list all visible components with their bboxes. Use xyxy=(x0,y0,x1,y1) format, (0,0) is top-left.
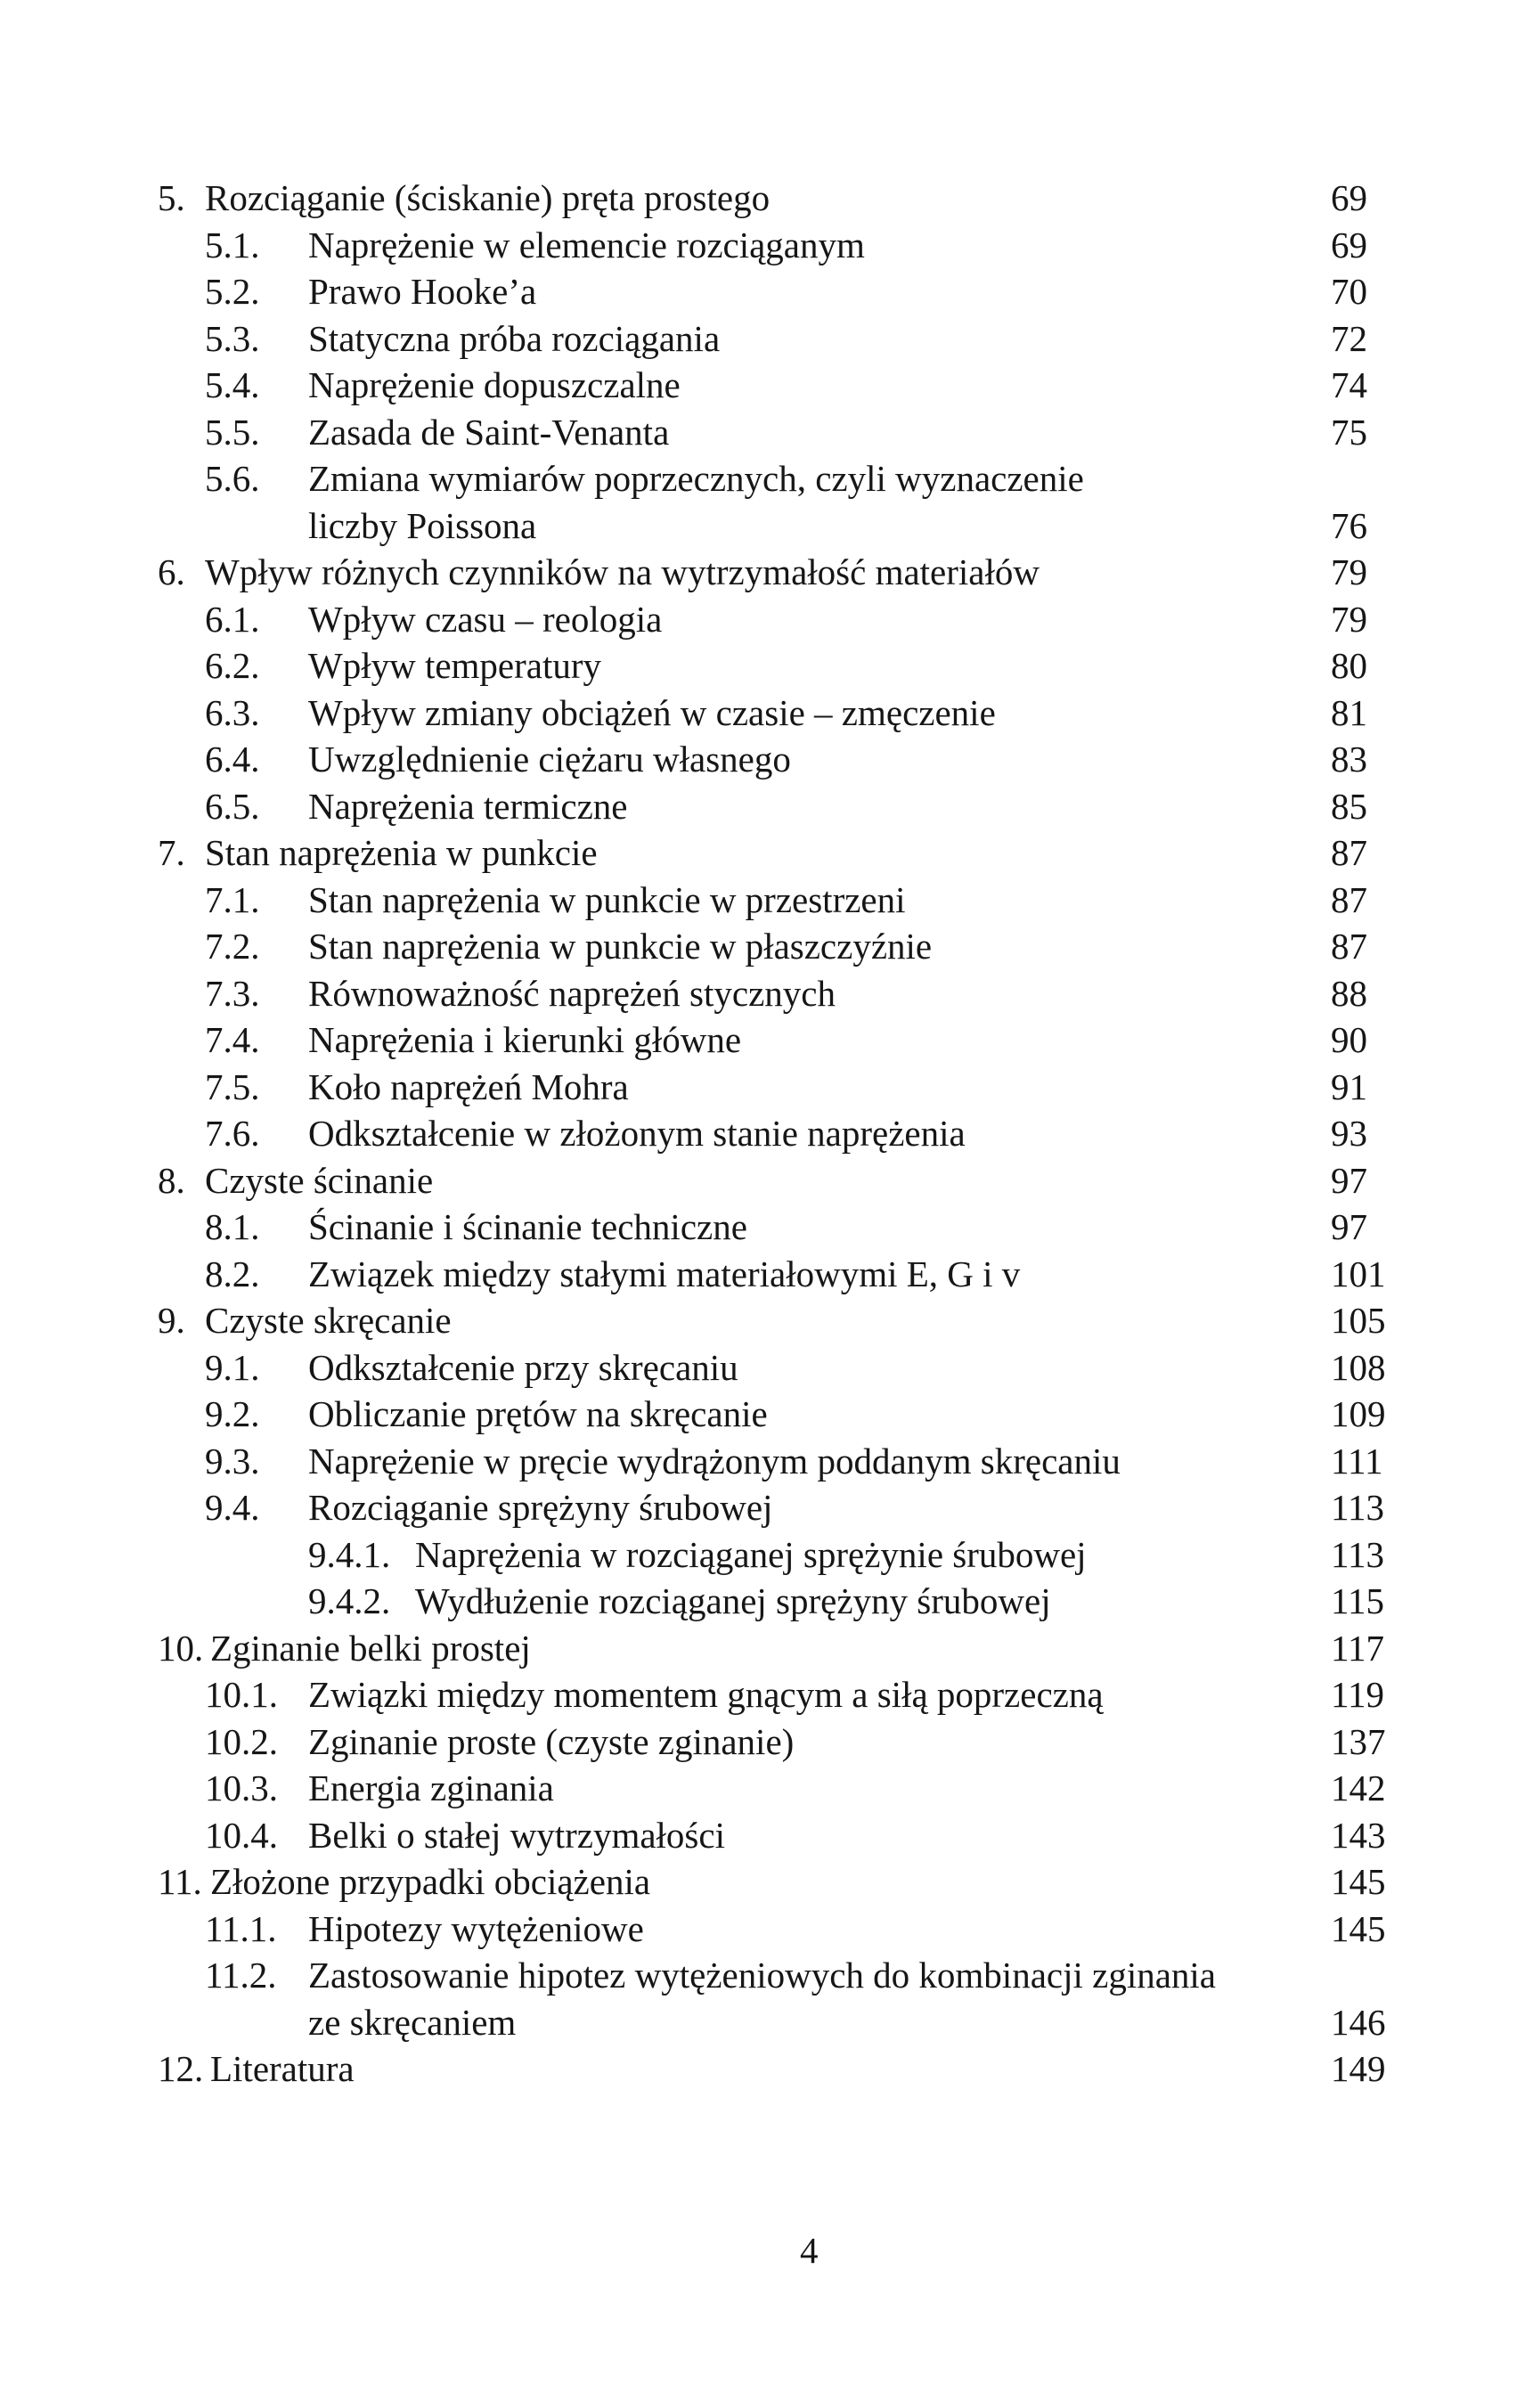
toc-entry-number: 7.6. xyxy=(205,1113,260,1154)
toc-entry-number: 5.2. xyxy=(205,271,260,312)
toc-section xyxy=(0,690,1533,737)
toc-chapter xyxy=(0,1157,1533,1204)
toc-section xyxy=(0,222,1533,269)
toc-entry-number: 6.5. xyxy=(205,785,260,827)
toc-entry-title: Odkształcenie w złożonym stanie naprężenia xyxy=(308,1113,966,1154)
toc-entry-number: 10.2. xyxy=(205,1720,278,1762)
toc-entry-title: Związki między momentem gnącym a siłą poprzeczną xyxy=(308,1674,1104,1715)
toc-entry-number: 6.2. xyxy=(205,645,260,686)
toc-entry-title: Rozciąganie (ściskanie) pręta prostego xyxy=(205,177,771,218)
toc-entry-page: 87 xyxy=(1331,878,1367,920)
toc-entry-number: 8.1. xyxy=(205,1206,260,1247)
toc-chapter xyxy=(0,549,1533,596)
toc-entry-title: Naprężenie dopuszczalne xyxy=(308,364,681,405)
toc-entry-title: Zmiana wymiarów poprzecznych, czyli wyznaczenie xyxy=(308,458,1084,499)
toc-entry-page: 137 xyxy=(1331,1720,1386,1762)
toc-chapter xyxy=(0,1858,1533,1906)
toc-entry-page: 69 xyxy=(1331,224,1367,265)
toc-entry-number: 7.2. xyxy=(205,926,260,967)
toc-entry-number: 5.6. xyxy=(205,458,260,499)
toc-entry-page: 146 xyxy=(1331,2001,1386,2043)
toc-entry-page: 119 xyxy=(1331,1674,1384,1715)
toc-entry-page: 149 xyxy=(1331,2048,1386,2089)
table-of-contents xyxy=(0,175,1533,2093)
toc-entry-number: 10.3. xyxy=(205,1767,278,1808)
toc-section xyxy=(0,1484,1533,1531)
toc-entry-title: Zginanie belki prostej xyxy=(210,1627,531,1669)
toc-entry-page: 76 xyxy=(1331,504,1367,546)
toc-section xyxy=(0,455,1533,502)
toc-entry-page: 143 xyxy=(1331,1814,1386,1856)
toc-entry-number: 5.5. xyxy=(205,411,260,453)
toc-entry-number: 6. xyxy=(158,551,185,592)
toc-entry-number: 9.1. xyxy=(205,1346,260,1388)
toc-entry-number: 7.5. xyxy=(205,1065,260,1107)
toc-entry-number: 6.1. xyxy=(205,598,260,640)
toc-section xyxy=(0,1671,1533,1718)
toc-chapter xyxy=(0,1625,1533,1672)
toc-entry-page: 80 xyxy=(1331,645,1367,686)
toc-entry-page: 105 xyxy=(1331,1300,1386,1341)
toc-section xyxy=(0,1344,1533,1392)
toc-entry-title: Złożone przypadki obciążenia xyxy=(210,1861,651,1902)
toc-entry-title: Stan naprężenia w punkcie w przestrzeni xyxy=(308,878,906,920)
toc-entry-title: ze skręcaniem xyxy=(308,2001,517,2043)
toc-section xyxy=(0,1391,1533,1438)
toc-chapter xyxy=(0,175,1533,222)
toc-entry-number: 11.2. xyxy=(205,1955,277,1996)
toc-entry-title: Wpływ czasu – reologia xyxy=(308,598,663,640)
toc-entry-number: 9.4.1. xyxy=(308,1533,391,1575)
toc-section xyxy=(0,1718,1533,1766)
toc-section xyxy=(0,1064,1533,1111)
toc-entry-page: 79 xyxy=(1331,598,1367,640)
toc-entry-page: 70 xyxy=(1331,271,1367,312)
toc-entry-number: 5. xyxy=(158,177,185,218)
toc-entry-number: 9. xyxy=(158,1300,185,1341)
toc-entry-number: 7. xyxy=(158,832,185,873)
toc-section xyxy=(0,1812,1533,1859)
toc-entry-continuation xyxy=(0,502,1533,550)
toc-entry-title: Równoważność naprężeń stycznych xyxy=(308,972,836,1014)
toc-entry-number: 9.4. xyxy=(205,1487,260,1528)
toc-entry-number: 6.3. xyxy=(205,691,260,733)
toc-entry-number: 9.2. xyxy=(205,1393,260,1434)
toc-section xyxy=(0,1016,1533,1064)
toc-section xyxy=(0,970,1533,1017)
toc-section xyxy=(0,1531,1533,1579)
toc-entry-title: Literatura xyxy=(210,2048,355,2089)
toc-chapter xyxy=(0,1297,1533,1344)
toc-entry-page: 81 xyxy=(1331,691,1367,733)
toc-entry-title: Odkształcenie przy skręcaniu xyxy=(308,1346,738,1388)
toc-entry-page: 115 xyxy=(1331,1580,1384,1621)
toc-entry-page: 88 xyxy=(1331,972,1367,1014)
toc-entry-title: Związek między stałymi materiałowymi E, G i v xyxy=(308,1253,1021,1294)
toc-section xyxy=(0,923,1533,970)
toc-section xyxy=(0,1251,1533,1298)
toc-section xyxy=(0,1578,1533,1625)
toc-section xyxy=(0,1204,1533,1251)
toc-entry-page: 74 xyxy=(1331,364,1367,405)
toc-section xyxy=(0,1765,1533,1812)
toc-entry-page: 108 xyxy=(1331,1346,1386,1388)
toc-entry-page: 145 xyxy=(1331,1861,1386,1902)
toc-entry-title: Stan naprężenia w punkcie w płaszczyźnie xyxy=(308,926,933,967)
toc-entry-page: 91 xyxy=(1331,1065,1367,1107)
toc-entry-number: 11.1. xyxy=(205,1907,277,1949)
toc-entry-page: 93 xyxy=(1331,1113,1367,1154)
toc-entry-title: liczby Poissona xyxy=(308,504,537,546)
toc-section xyxy=(0,315,1533,363)
toc-entry-page: 113 xyxy=(1331,1487,1384,1528)
toc-entry-title: Ścinanie i ścinanie techniczne xyxy=(308,1206,747,1247)
toc-entry-title: Statyczna próba rozciągania xyxy=(308,317,721,359)
toc-entry-title: Obliczanie prętów na skręcanie xyxy=(308,1393,768,1434)
toc-entry-number: 7.4. xyxy=(205,1019,260,1060)
toc-entry-title: Energia zginania xyxy=(308,1767,554,1808)
toc-entry-title: Koło naprężeń Mohra xyxy=(308,1065,629,1107)
toc-section xyxy=(0,362,1533,409)
toc-chapter xyxy=(0,2045,1533,2093)
toc-entry-number: 9.3. xyxy=(205,1440,260,1482)
toc-entry-title: Wydłużenie rozciąganej sprężyny śrubowej xyxy=(415,1580,1051,1621)
toc-entry-title: Naprężenia i kierunki główne xyxy=(308,1019,742,1060)
toc-entry-number: 9.4.2. xyxy=(308,1580,391,1621)
toc-entry-page: 117 xyxy=(1331,1627,1384,1669)
toc-entry-title: Zasada de Saint-Venanta xyxy=(308,411,670,453)
toc-entry-number: 5.1. xyxy=(205,224,260,265)
toc-entry-page: 145 xyxy=(1331,1907,1386,1949)
toc-entry-title: Zastosowanie hipotez wytężeniowych do kombinacji zginania xyxy=(308,1955,1216,1996)
toc-section xyxy=(0,1110,1533,1157)
toc-entry-title: Naprężenia termiczne xyxy=(308,785,628,827)
toc-entry-number: 6.4. xyxy=(205,739,260,780)
toc-entry-page: 113 xyxy=(1331,1533,1384,1575)
toc-entry-title: Czyste skręcanie xyxy=(205,1300,452,1341)
toc-entry-title: Naprężenie w pręcie wydrążonym poddanym skręcaniu xyxy=(308,1440,1121,1482)
toc-entry-title: Stan naprężenia w punkcie xyxy=(205,832,598,873)
toc-entry-number: 11. xyxy=(158,1861,202,1902)
toc-section xyxy=(0,783,1533,830)
toc-entry-number: 7.3. xyxy=(205,972,260,1014)
toc-entry-number: 12. xyxy=(158,2048,204,2089)
toc-entry-number: 10.1. xyxy=(205,1674,278,1715)
toc-entry-page: 83 xyxy=(1331,739,1367,780)
toc-entry-page: 79 xyxy=(1331,551,1367,592)
toc-entry-page: 109 xyxy=(1331,1393,1386,1434)
toc-section xyxy=(0,268,1533,315)
toc-entry-page: 97 xyxy=(1331,1206,1367,1247)
toc-entry-page: 72 xyxy=(1331,317,1367,359)
toc-entry-page: 75 xyxy=(1331,411,1367,453)
toc-entry-number: 10.4. xyxy=(205,1814,278,1856)
toc-entry-number: 8.2. xyxy=(205,1253,260,1294)
toc-entry-page: 142 xyxy=(1331,1767,1386,1808)
toc-entry-continuation xyxy=(0,1999,1533,2046)
toc-entry-title: Czyste ścinanie xyxy=(205,1159,434,1201)
toc-section xyxy=(0,642,1533,690)
toc-entry-number: 8. xyxy=(158,1159,185,1201)
toc-entry-number: 10. xyxy=(158,1627,204,1669)
toc-section xyxy=(0,1438,1533,1485)
toc-entry-title: Rozciąganie sprężyny śrubowej xyxy=(308,1487,773,1528)
toc-entry-number: 5.4. xyxy=(205,364,260,405)
toc-entry-title: Wpływ różnych czynników na wytrzymałość materiałów xyxy=(205,551,1040,592)
toc-entry-page: 97 xyxy=(1331,1159,1367,1201)
toc-entry-number: 7.1. xyxy=(205,878,260,920)
toc-section xyxy=(0,1952,1533,1999)
toc-section xyxy=(0,1906,1533,1953)
toc-entry-title: Zginanie proste (czyste zginanie) xyxy=(308,1720,795,1762)
page-number: 4 xyxy=(800,2230,819,2271)
toc-section xyxy=(0,736,1533,783)
toc-entry-title: Wpływ temperatury xyxy=(308,645,602,686)
toc-section xyxy=(0,596,1533,643)
toc-entry-number: 5.3. xyxy=(205,317,260,359)
toc-entry-title: Naprężenia w rozciąganej sprężynie śrubowej xyxy=(415,1533,1087,1575)
toc-entry-title: Hipotezy wytężeniowe xyxy=(308,1907,644,1949)
toc-entry-title: Uwzględnienie ciężaru własnego xyxy=(308,739,791,780)
toc-entry-title: Belki o stałej wytrzymałości xyxy=(308,1814,725,1856)
toc-section xyxy=(0,877,1533,924)
toc-chapter xyxy=(0,829,1533,877)
toc-entry-page: 111 xyxy=(1331,1440,1383,1482)
toc-entry-page: 90 xyxy=(1331,1019,1367,1060)
toc-entry-title: Prawo Hooke’a xyxy=(308,271,537,312)
toc-entry-page: 85 xyxy=(1331,785,1367,827)
toc-entry-title: Wpływ zmiany obciążeń w czasie – zmęczenie xyxy=(308,691,996,733)
toc-section xyxy=(0,409,1533,456)
toc-entry-page: 87 xyxy=(1331,926,1367,967)
toc-entry-title: Naprężenie w elemencie rozciąganym xyxy=(308,224,865,265)
toc-entry-page: 69 xyxy=(1331,177,1367,218)
toc-entry-page: 101 xyxy=(1331,1253,1386,1294)
toc-entry-page: 87 xyxy=(1331,832,1367,873)
